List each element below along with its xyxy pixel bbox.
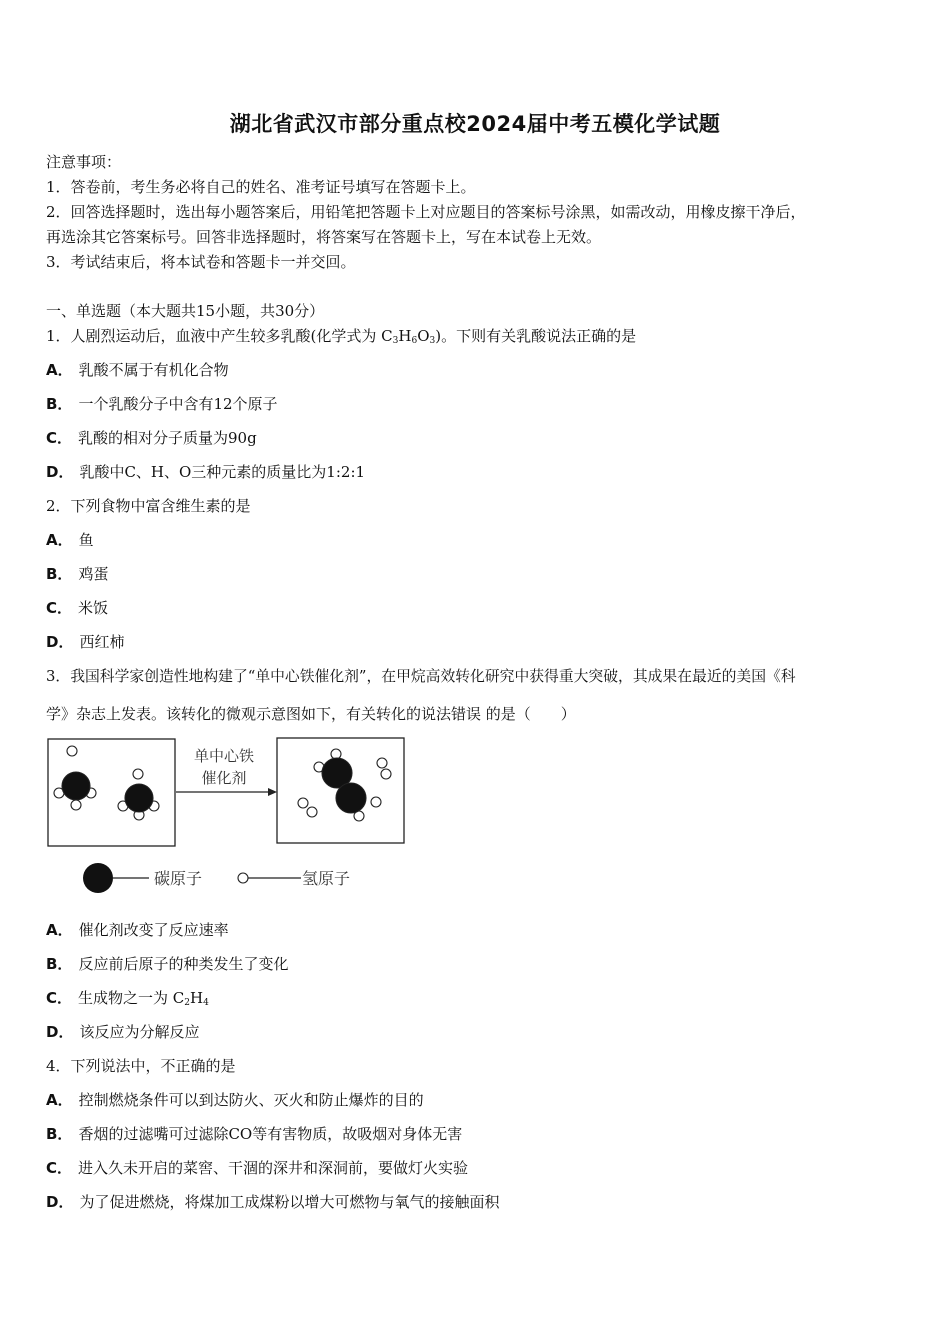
notice-item-2-cont: 再选涂其它答案标号。回答非选择题时，将答案写在答题卡上，写在本试卷上无效。 [46, 228, 602, 246]
q2-stem: 2．下列食物中富含维生素的是 [46, 497, 251, 515]
q1-option-a: A． 乳酸不属于有机化合物 [46, 361, 229, 379]
catalyst-label-2: 催化剂 [201, 769, 247, 787]
q2-option-c: C． 米饭 [46, 599, 109, 617]
q1-option-d: D． 乳酸中C、H、O三种元素的质量比为1:2:1 [46, 463, 366, 481]
q3-option-d: D． 该反应为分解反应 [46, 1023, 200, 1041]
hydrogen-legend-icon [238, 873, 248, 883]
q4-option-a: A． 控制燃烧条件可以到达防火、灭火和防止爆炸的目的 [46, 1091, 424, 1109]
notice-item-1: 1．答卷前，考生务必将自己的姓名、准考证号填写在答题卡上。 [46, 178, 476, 196]
q3-option-a: A． 催化剂改变了反应速率 [46, 921, 229, 939]
methane-molecule-2 [118, 769, 159, 820]
q3-stem-line2: 学》杂志上发表。该转化的微观示意图如下，有关转化的说法错误 的是（ ） [46, 705, 576, 723]
notice-item-3: 3．考试结束后，将本试卷和答题卡一并交回。 [46, 253, 356, 271]
notice-heading: 注意事项： [46, 153, 122, 171]
section-heading: 一、单选题（本大题共15小题，共30分） [46, 302, 325, 320]
q3-stem-line1: 3．我国科学家创造性地构建了“单中心铁催化剂”，在甲烷高效转化研究中获得重大突破，其成果在最近的美国《科 [46, 668, 796, 685]
hydrogen-molecule-1 [377, 758, 391, 779]
q2-option-d: D． 西红柿 [46, 633, 125, 651]
arrow-head [268, 788, 277, 796]
q1-option-c: C． 乳酸的相对分子质量为90g [46, 429, 257, 447]
q3-option-c: C． 生成物之一为 $C_2H_4$ [46, 989, 209, 1008]
carbon-legend-icon [83, 863, 113, 893]
hydrogen-molecule-2 [298, 798, 317, 817]
q1-stem: 1．人剧烈运动后，血液中产生较多乳酸(化学式为 $C_3H_6O_3$)。下则有关乳酸说法正确的是 [46, 327, 637, 346]
methane-molecule-1 [54, 746, 96, 810]
notice-item-2: 2．回答选择题时，选出每小题答案后，用铅笔把答题卡上对应题目的答案标号涂黑，如需改动，用橡皮擦干净后， [46, 203, 806, 221]
page-title: 湖北省武汉市部分重点校2024届中考五模化学试题 [229, 112, 721, 136]
q1-option-b: B． 一个乳酸分子中含有12个原子 [46, 395, 278, 413]
legend-carbon-label: 碳原子 [154, 869, 203, 888]
q2-option-b: B． 鸡蛋 [46, 565, 109, 583]
catalyst-label-1: 单中心铁 [193, 747, 255, 765]
q4-option-b: B． 香烟的过滤嘴可过滤除CO等有害物质，故吸烟对身体无害 [46, 1125, 463, 1143]
reaction-diagram [46, 736, 416, 896]
q2-option-a: A． 鱼 [46, 531, 94, 549]
ethylene-molecule [314, 749, 381, 821]
q4-option-c: C． 进入久未开启的菜窖、干涸的深井和深洞前，要做灯火实验 [46, 1159, 469, 1177]
q3-option-b: B． 反应前后原子的种类发生了变化 [46, 955, 289, 973]
q4-option-d: D． 为了促进燃烧，将煤加工成煤粉以增大可燃物与氧气的接触面积 [46, 1193, 500, 1211]
legend-hydrogen-label: 氢原子 [302, 869, 351, 888]
q4-stem: 4．下列说法中，不正确的是 [46, 1057, 236, 1075]
